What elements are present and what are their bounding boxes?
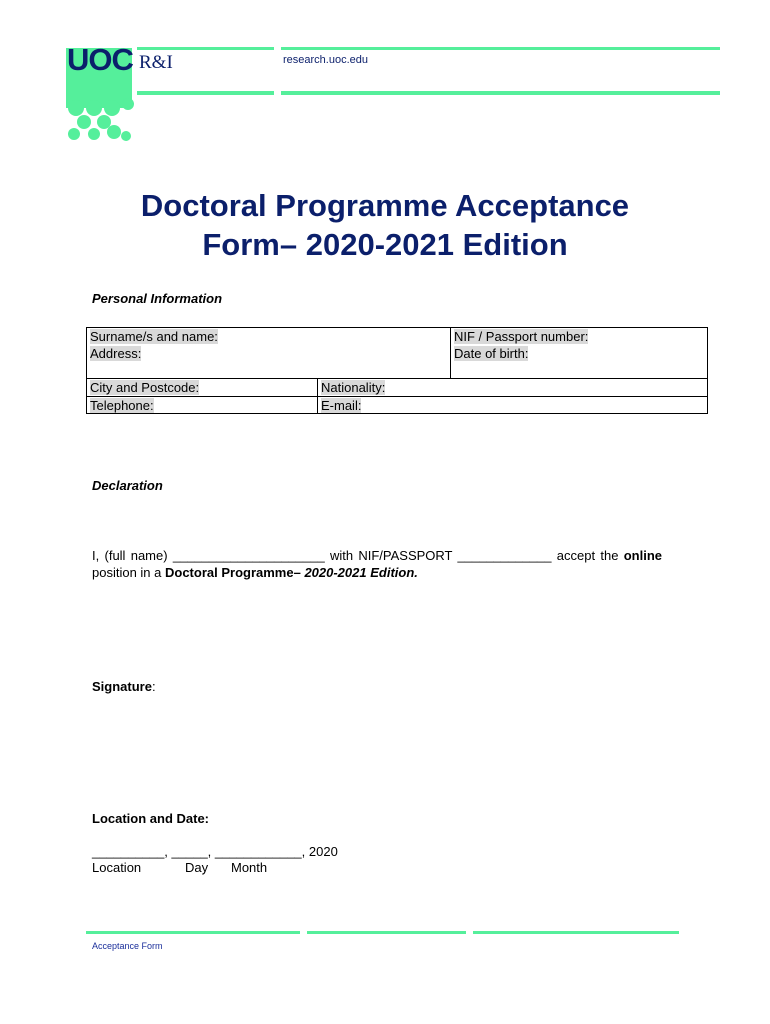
header-rule-top-left <box>137 47 274 50</box>
title-line-2: Form– 2020-2021 Edition <box>202 227 568 262</box>
location-date-blanks: __________, _____, ____________, 2020 <box>92 844 338 859</box>
declaration-edition: 2020-2021 Edition. <box>304 565 418 580</box>
declaration-part-2: position in a <box>92 565 165 580</box>
logo-text: UOC <box>67 42 133 77</box>
location-date-heading: Location and Date: <box>92 811 210 826</box>
page-title <box>60 186 710 264</box>
location-label: Location <box>92 860 142 875</box>
signature-colon: : <box>151 679 156 694</box>
month-label: Month <box>231 860 268 875</box>
brand-suffix: R&I <box>139 52 173 73</box>
declaration-bold-programme: Doctoral Programme– <box>165 565 305 580</box>
email-field-label: E-mail: <box>321 398 362 413</box>
header-rule-bottom-left <box>137 91 274 95</box>
signature-label-row <box>92 679 156 694</box>
footer-rule-2 <box>307 931 466 934</box>
declaration-heading: Declaration <box>92 478 163 493</box>
day-label: Day <box>185 860 209 875</box>
nationality-field-label: Nationality: <box>321 380 386 395</box>
title-line-1: Doctoral Programme Acceptance <box>140 188 630 223</box>
dob-field-label: Date of birth: <box>454 346 529 361</box>
footer-label: Acceptance Form <box>92 941 163 951</box>
declaration-part-1: I, (full name) _____________________ with NIF/PASSPORT _____________ accept the <box>92 548 624 563</box>
header-rule-top-right <box>281 47 720 50</box>
nif-field-label: NIF / Passport number: <box>454 329 589 344</box>
city-field-label: City and Postcode: <box>90 380 200 395</box>
header-rule-bottom-right <box>281 91 720 95</box>
address-field-label: Address: <box>90 346 142 361</box>
signature-label: Signature <box>92 679 152 694</box>
surname-field-label: Surname/s and name: <box>90 329 218 344</box>
telephone-field-label: Telephone: <box>90 398 154 413</box>
footer-rule-1 <box>86 931 300 934</box>
personal-info-heading: Personal Information <box>92 291 223 306</box>
declaration-text <box>92 547 662 581</box>
footer-rule-3 <box>473 931 679 934</box>
declaration-bold-online: online <box>623 548 662 563</box>
site-url[interactable]: research.uoc.edu <box>283 54 368 66</box>
